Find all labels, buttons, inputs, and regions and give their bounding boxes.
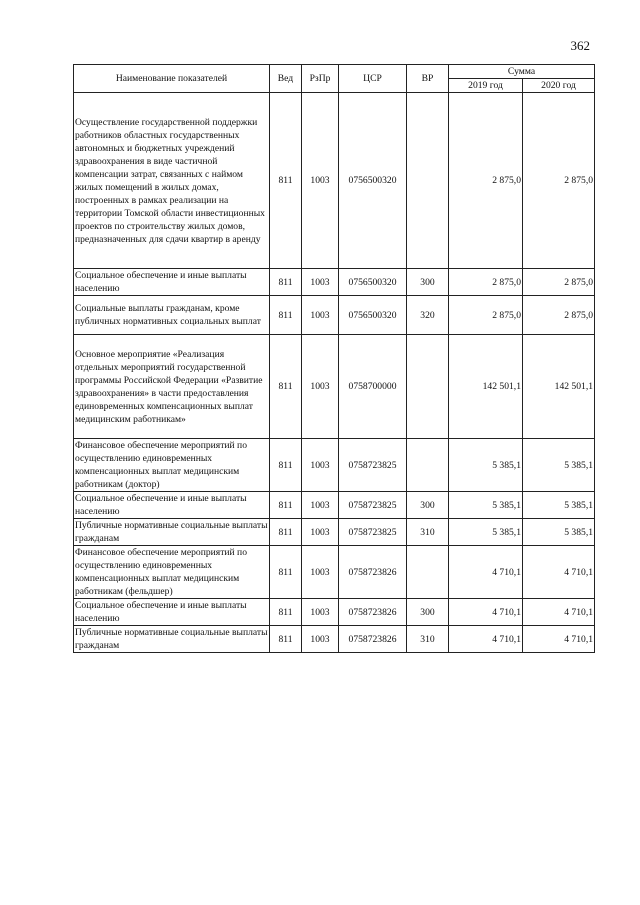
row-name-cell: Социальное обеспечение и иные выплаты населению bbox=[74, 269, 270, 296]
row-ved-cell: 811 bbox=[270, 626, 302, 653]
row-2020-cell: 4 710,1 bbox=[523, 599, 595, 626]
row-rzpr-cell: 1003 bbox=[302, 519, 339, 546]
row-csr-cell: 0758723825 bbox=[339, 439, 407, 492]
row-name-cell: Основное мероприятие «Реализация отдельных мероприятий государственной программы Российской Федерации «Развитие здравоохранения» в части предоставления единовременных компенсационных выплат медицинским работникам» bbox=[74, 335, 270, 439]
header-csr: ЦСР bbox=[339, 65, 407, 93]
row-vr-cell bbox=[407, 546, 449, 599]
row-csr-cell: 0758723826 bbox=[339, 626, 407, 653]
table-row bbox=[74, 269, 595, 296]
row-rzpr-cell: 1003 bbox=[302, 439, 339, 492]
header-ved: Вед bbox=[270, 65, 302, 93]
row-2019-cell: 5 385,1 bbox=[449, 492, 523, 519]
row-2019-cell: 5 385,1 bbox=[449, 439, 523, 492]
row-rzpr-cell: 1003 bbox=[302, 492, 339, 519]
row-rzpr-cell: 1003 bbox=[302, 296, 339, 335]
row-2020-cell: 2 875,0 bbox=[523, 269, 595, 296]
row-rzpr-cell: 1003 bbox=[302, 546, 339, 599]
table-row bbox=[74, 335, 595, 439]
row-2019-cell: 5 385,1 bbox=[449, 519, 523, 546]
row-vr-cell: 310 bbox=[407, 626, 449, 653]
row-rzpr-cell: 1003 bbox=[302, 93, 339, 269]
table-body bbox=[74, 93, 595, 653]
row-2019-cell: 2 875,0 bbox=[449, 93, 523, 269]
row-ved-cell: 811 bbox=[270, 492, 302, 519]
row-rzpr-cell: 1003 bbox=[302, 269, 339, 296]
header-sum: Сумма bbox=[449, 65, 595, 79]
row-name-cell: Социальные выплаты гражданам, кроме публичных нормативных социальных выплат bbox=[74, 296, 270, 335]
row-2019-cell: 4 710,1 bbox=[449, 626, 523, 653]
row-vr-cell: 300 bbox=[407, 599, 449, 626]
row-name-cell: Социальное обеспечение и иные выплаты населению bbox=[74, 599, 270, 626]
row-csr-cell: 0758723826 bbox=[339, 546, 407, 599]
row-2019-cell: 4 710,1 bbox=[449, 546, 523, 599]
row-ved-cell: 811 bbox=[270, 269, 302, 296]
row-name-cell: Осуществление государственной поддержки работников областных государственных автономных и бюджетных учреждений здравоохранения в виде частичной компенсации затрат, связанных с наймом жилых помещений в жилых домах, построенных в рамках реализации на территории Томской области инвестиционных проектов по строительству жилых домов, предназначенных для сдачи квартир в аренду bbox=[74, 93, 270, 269]
row-rzpr-cell: 1003 bbox=[302, 599, 339, 626]
row-vr-cell bbox=[407, 93, 449, 269]
row-ved-cell: 811 bbox=[270, 439, 302, 492]
page-number: 362 bbox=[570, 38, 590, 53]
header-rzpr: РзПр bbox=[302, 65, 339, 93]
row-vr-cell: 300 bbox=[407, 269, 449, 296]
row-ved-cell: 811 bbox=[270, 93, 302, 269]
row-vr-cell bbox=[407, 335, 449, 439]
row-csr-cell: 0756500320 bbox=[339, 296, 407, 335]
table-row bbox=[74, 519, 595, 546]
header-2019: 2019 год bbox=[449, 79, 523, 93]
row-name-cell: Публичные нормативные социальные выплаты гражданам bbox=[75, 520, 268, 544]
row-csr-cell: 0758723825 bbox=[339, 492, 407, 519]
row-2020-cell: 2 875,0 bbox=[523, 296, 595, 335]
row-2019-cell: 2 875,0 bbox=[449, 269, 523, 296]
row-vr-cell: 320 bbox=[407, 296, 449, 335]
row-name-cell: Публичные нормативные социальные выплаты гражданам bbox=[75, 627, 268, 651]
budget-table bbox=[73, 64, 595, 653]
table-row bbox=[74, 439, 595, 492]
row-2020-cell: 5 385,1 bbox=[523, 492, 595, 519]
row-csr-cell: 0758723826 bbox=[339, 599, 407, 626]
row-2020-cell: 4 710,1 bbox=[523, 546, 595, 599]
row-rzpr-cell: 1003 bbox=[302, 335, 339, 439]
row-ved-cell: 811 bbox=[270, 546, 302, 599]
row-ved-cell: 811 bbox=[270, 335, 302, 439]
row-2020-cell: 5 385,1 bbox=[523, 519, 595, 546]
row-2020-cell: 4 710,1 bbox=[523, 626, 595, 653]
header-name: Наименование показателей bbox=[74, 65, 270, 93]
header-vr: ВР bbox=[407, 65, 449, 93]
row-2020-cell: 5 385,1 bbox=[523, 439, 595, 492]
row-vr-cell: 300 bbox=[407, 492, 449, 519]
row-vr-cell bbox=[407, 439, 449, 492]
table-row bbox=[74, 296, 595, 335]
table-row bbox=[74, 546, 595, 599]
row-ved-cell: 811 bbox=[270, 519, 302, 546]
table-row bbox=[74, 492, 595, 519]
row-ved-cell: 811 bbox=[270, 296, 302, 335]
row-name-cell: Финансовое обеспечение мероприятий по осуществлению единовременных компенсационных выплат медицинским работникам (фельдшер) bbox=[74, 546, 270, 599]
row-csr-cell: 0758700000 bbox=[339, 335, 407, 439]
row-csr-cell: 0758723825 bbox=[339, 519, 407, 546]
table-row bbox=[74, 626, 595, 653]
row-rzpr-cell: 1003 bbox=[302, 626, 339, 653]
row-ved-cell: 811 bbox=[270, 599, 302, 626]
row-2019-cell: 142 501,1 bbox=[449, 335, 523, 439]
row-csr-cell: 0756500320 bbox=[339, 269, 407, 296]
row-vr-cell: 310 bbox=[407, 519, 449, 546]
row-name-cell: Социальное обеспечение и иные выплаты населению bbox=[74, 492, 270, 519]
row-name-cell: Финансовое обеспечение мероприятий по осуществлению единовременных компенсационных выплат медицинским работникам (доктор) bbox=[74, 439, 270, 492]
table-row bbox=[74, 599, 595, 626]
table-row bbox=[74, 93, 595, 269]
header-2020: 2020 год bbox=[523, 79, 595, 93]
row-csr-cell: 0756500320 bbox=[339, 93, 407, 269]
row-2019-cell: 4 710,1 bbox=[449, 599, 523, 626]
row-2020-cell: 142 501,1 bbox=[523, 335, 595, 439]
row-2020-cell: 2 875,0 bbox=[523, 93, 595, 269]
row-2019-cell: 2 875,0 bbox=[449, 296, 523, 335]
